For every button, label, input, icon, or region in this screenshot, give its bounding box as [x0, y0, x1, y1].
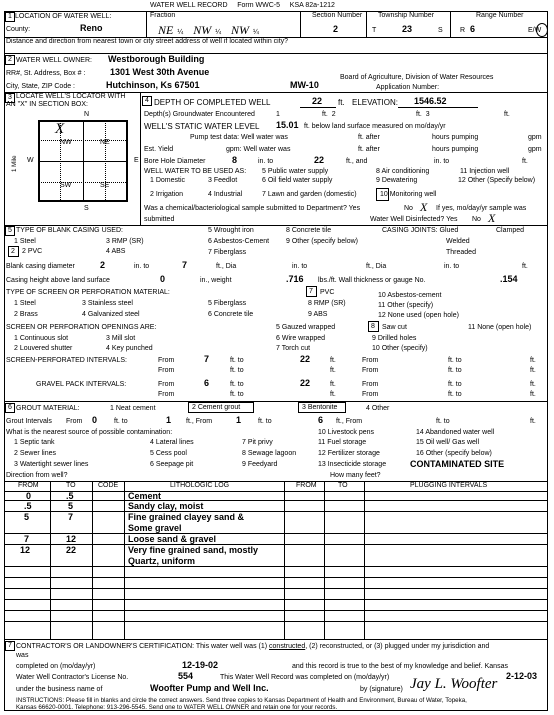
record-date-value[interactable]: 2-12-03: [506, 671, 538, 681]
grout-from-2[interactable]: 1: [236, 415, 242, 425]
business-name-value[interactable]: Woofter Pump and Well Inc.: [150, 683, 269, 693]
section-3-number: 3: [5, 93, 15, 103]
gauge-value[interactable]: .154: [500, 274, 518, 284]
gravel-to-value[interactable]: 22: [300, 378, 311, 388]
screen-to-value[interactable]: 22: [300, 354, 311, 364]
log-header-lithologic: LITHOLOGIC LOG: [170, 482, 230, 489]
township-value[interactable]: 23: [402, 24, 413, 34]
log-header-plug-from: FROM: [296, 482, 317, 489]
fraction-label: Fraction: [150, 12, 176, 19]
elevation-value[interactable]: 1546.52: [414, 96, 447, 106]
log-header-to: TO: [66, 482, 76, 489]
blank-diameter-value[interactable]: 2: [100, 260, 106, 270]
completed-date-value[interactable]: 12-19-02: [182, 660, 219, 670]
casing-weight-value[interactable]: .716: [286, 274, 304, 284]
locator-mark: X: [55, 121, 65, 137]
section-4-number: 4: [142, 96, 152, 106]
section-2-number: 2: [5, 55, 15, 65]
contaminated-site-note[interactable]: CONTAMINATED SITE: [410, 459, 505, 469]
county-value[interactable]: Reno: [80, 23, 103, 33]
screen-selected: 7: [309, 288, 313, 295]
distance-label: Distance and direction from nearest town or city street address of well if located within city?: [6, 38, 289, 45]
owner-address[interactable]: 1301 West 30th Avenue: [110, 67, 210, 77]
bore-depth-value[interactable]: 22: [314, 155, 325, 165]
section-number-label: Section Number: [312, 12, 363, 19]
range-circled-mark: [536, 23, 548, 37]
casing-selected: 2: [11, 248, 15, 255]
section-7-number: 7: [5, 641, 15, 651]
log-header-from: FROM: [18, 482, 39, 489]
log-header-plugging: PLUGGING INTERVALS: [410, 482, 488, 489]
owner-name[interactable]: Westborough Building: [108, 54, 205, 64]
bact-no-mark: X: [420, 200, 428, 214]
owner-city[interactable]: Hutchinson, Ks 67501: [106, 80, 200, 90]
blank-depth-value[interactable]: 7: [182, 260, 188, 270]
opening-selected: 8: [371, 323, 375, 330]
form-title: WATER WELL RECORD Form WWC-5 KSA 82a-1212: [150, 2, 335, 9]
location-label: LOCATION OF WATER WELL:: [15, 13, 112, 20]
disinfect-no-mark: X: [488, 211, 496, 225]
signature: Jay L. Woofter: [410, 676, 498, 692]
range-value[interactable]: 6: [470, 24, 476, 34]
grout-selected-cement: 2 Cement grout: [192, 404, 241, 411]
screen-from-value[interactable]: 7: [204, 354, 210, 364]
constructed-selected: constructed: [269, 643, 306, 650]
depth-value[interactable]: 22: [312, 96, 323, 106]
use-selected-box: [376, 188, 389, 201]
county-label: County:: [6, 26, 31, 33]
log-header-code: CODE: [98, 482, 119, 489]
fraction-value[interactable]: NE ¼ NW ¼ NW ¼: [158, 23, 259, 37]
application-number[interactable]: MW-10: [290, 80, 319, 90]
grout-to-1[interactable]: 1: [166, 415, 172, 425]
range-label: Range Number: [476, 12, 524, 19]
bore-diameter-value[interactable]: 8: [232, 155, 238, 165]
license-value[interactable]: 554: [178, 671, 194, 681]
casing-height-value[interactable]: 0: [160, 274, 166, 284]
section-number-value[interactable]: 2: [333, 24, 339, 34]
section-5-number: 5: [5, 226, 15, 236]
static-level-value[interactable]: 15.01: [276, 120, 299, 130]
grout-from-1[interactable]: 0: [92, 415, 98, 425]
grout-selected-bentonite: 3 Bentonite: [302, 404, 338, 411]
section-1-number: 1: [5, 12, 15, 22]
section-6-number: 6: [5, 403, 15, 413]
gravel-from-value[interactable]: 6: [204, 378, 210, 388]
grout-to-2[interactable]: 6: [318, 415, 324, 425]
township-label: Township Number: [378, 12, 435, 19]
log-header-plug-to: TO: [338, 482, 348, 489]
